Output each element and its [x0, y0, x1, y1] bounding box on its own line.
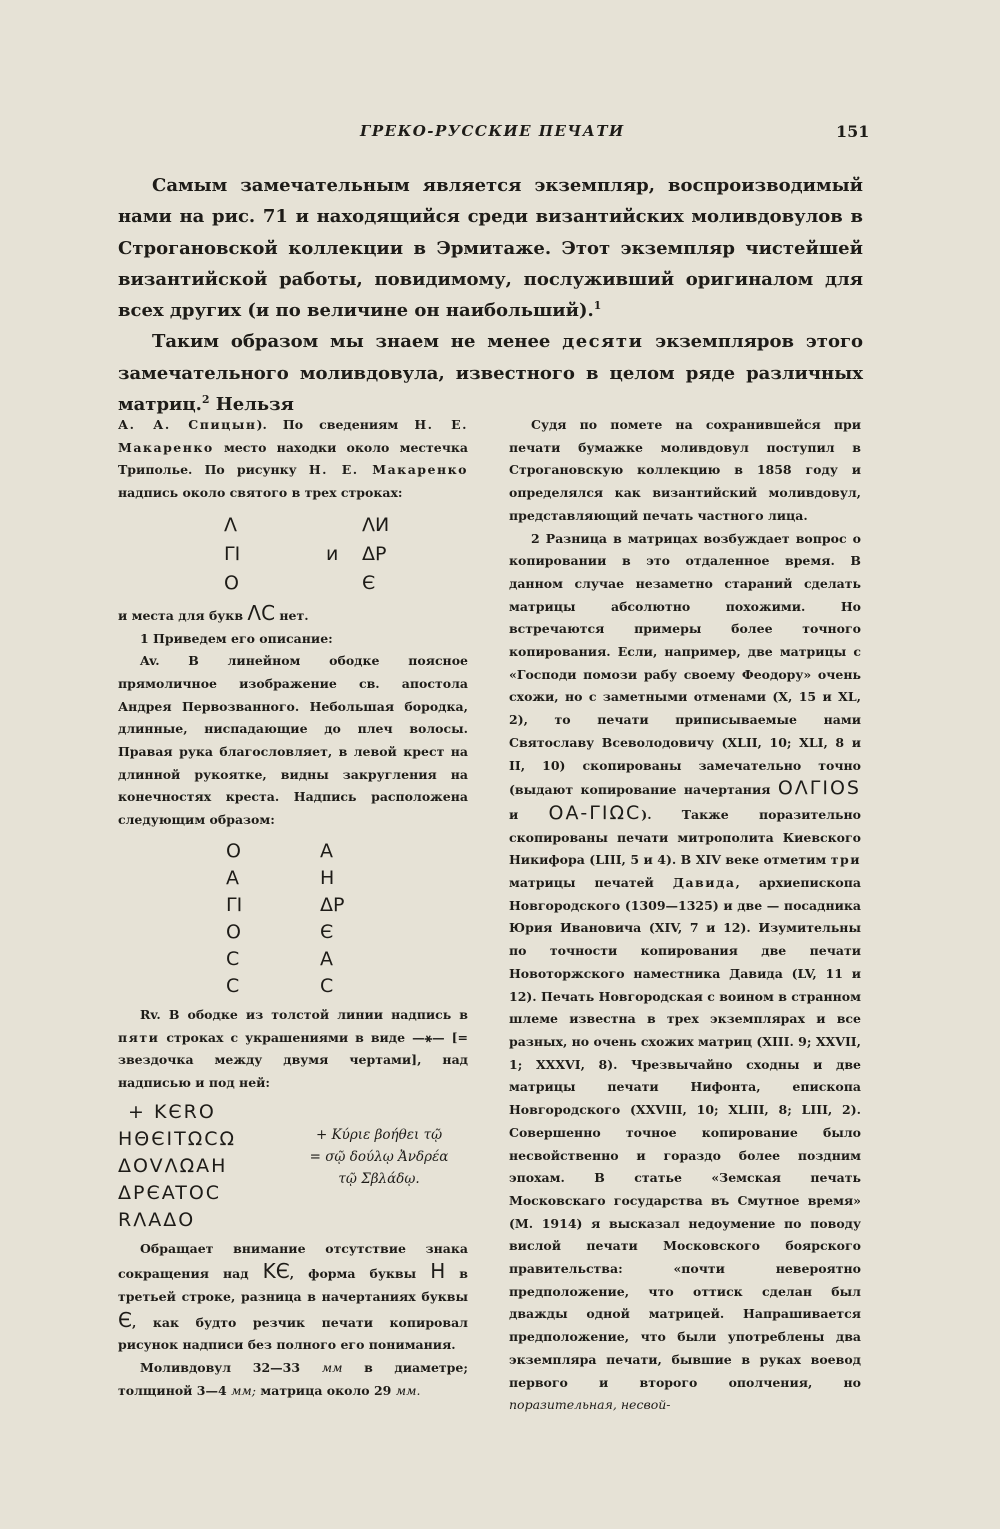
inscription-line: RΛAΔO — [118, 1208, 196, 1231]
footnote-paragraph: и места для букв ΛC нет. — [118, 600, 309, 625]
left-footnote-column — [118, 414, 468, 1403]
footnote-ref: 1 — [593, 299, 602, 313]
inscription-line: HΘЄITΩCΩ — [118, 1127, 237, 1150]
main-text — [118, 170, 863, 420]
right-footnote-column — [509, 414, 861, 1417]
footnote-2: 2 Разница в матрицах возбуждает вопрос о копировании в это отдаленное время. В данном случае незаметно стараний сделать матрицы абсолютно похожими. Но встречаются примеры более точного копирования. Если, например, две матрицы с «Господи помози рабу своему Феодору» очень схожи, но с заметными отменами (X, 15 и XL, 2), то печати приписываемые нами Святославу Всеволодовичу (XLII, 10; XLI, 8 и II, 10) скопированы замечательно точно (выдают копирование начертания ΟΛΓΙΟS и ΟΑ-ΓΙΩC). Также поразительно скопированы печати митрополита Киевского Никифора (LIII, 5 и 4). В XIV веке отметим три матрицы печатей Давида, архиепископа Новгородского (1309—1325) и две — посадника Юрия Ивановича (XIV, 7 и 12). Изумительны по точности копирования две печати Новоторжского наместника Давида (LV, 11 и 12). Печать Новгородская с воином в странном шлеме известна в трех экземплярах и все разных, но очень схожих матриц (XIII. 9; XXVII, 1; XXXVI, 8). Чрезвычайно сходны и две матрицы печати Нифонта, епископа Новгородского (XXVIII, 10; XLIII, 8; LIII, 2). Совершенно точное копирование было несвойственно и гораздо более поздним эпохам. В статье «Земская печать Московскаго государства въ Смутное время» (М. 1914) я высказал недоумение по поводу вислой печати Московского боярского правительства: «почти невероятно предположение, что оттиск сделан был дважды одной матрицей. Напрашивается предположение, что были употреблены два экземпляра печати, бывшие в руках воевод первого и второго ополчения, но поразительная, несвой- — [509, 530, 862, 1413]
main-paragraph: Таким образом мы знаем не менее десяти экземпляров этого замечательного моливдовула, известного в целом ряде различных матриц.$^2$ Нельзя — [118, 331, 863, 416]
main-paragraph: Самым замечательным является экземпляр, воспроизводимый нами на рис. 71 и находящийся среди византийских моливдовулов в Строгановской коллекции в Эрмитаже. Этот экземпляр чистейшей византийской работы, повидимому, послуживший оригиналом для всех других (и по величине он наибольший).$^1$ — [118, 175, 863, 322]
reverse-inscription — [118, 1099, 468, 1234]
obverse-description: Av. В линейном ободке поясное прямоличное изображение св. апостола Андрея Первозванного. Небольшая бородка, длинные, ниспадающие до плеч волосы. Правая рука благословляет, в левой крест на длинной рукоятке, видны закругления на конечностях креста. Надпись расположена следующим образом: — [118, 653, 468, 828]
page-number: 151 — [836, 122, 870, 141]
reverse-description: Rv. В ободке из толстой линии надпись в пяти строках с украшениями в виде —⚹— [= звездочка между двумя чертами], над надписью и под ней: — [118, 1006, 468, 1090]
footnote-paragraph: Судя по помете на сохранившейся при печати бумажке моливдовул поступил в Строгановскую коллекцию в 1858 году и определялся как византийский моливдовул, представляющий печать частного лица. — [509, 417, 861, 523]
inscription-grid-obverse: Ο Α Α Н ΓΙ ΔΡ Ο Є C Α C C — [226, 839, 345, 997]
star-ornament: ⚹ — [424, 1029, 433, 1045]
footnote-paragraph: А. А. Спицын). По сведениям Н. Е. Макаренко место находки около местечка Триполье. По рисунку Н. Е. Макаренко надпись около святого в трех строках: — [118, 417, 469, 501]
footnote-paragraph: Моливдовул 32—33 мм в диаметре; толщиной 3—4 мм; матрица около 29 мм. — [118, 1360, 468, 1398]
footnote-paragraph: Обращает внимание отсутствие знака сокращения над KЄ, форма буквы Н в третьей строке, разница в начертаниях буквы Є, как будто резчик печати копировал рисунок надписи без полного его понимания. — [118, 1240, 468, 1353]
inscription-line: + KЄRO — [128, 1100, 216, 1123]
inscription-line: ΔOVΛΩAH — [118, 1154, 228, 1177]
inscription-grid-saint: Λ ΛИ ΓΙ и ΔΡ Ο Є — [224, 513, 390, 594]
greek-translation: + Κύριε βοήθει τῷ = σῷ δούλῳ Ἀνδρέα τῷ Σβλάδῳ. — [309, 1126, 449, 1187]
running-title: ГРЕКО-РУССКИЕ ПЕЧАТИ — [360, 122, 625, 140]
inscription-line: ΔPЄATOC — [118, 1181, 222, 1204]
footnote-1: 1 Приведем его описание: — [140, 630, 333, 646]
footnote-ref: 2 — [201, 393, 210, 407]
